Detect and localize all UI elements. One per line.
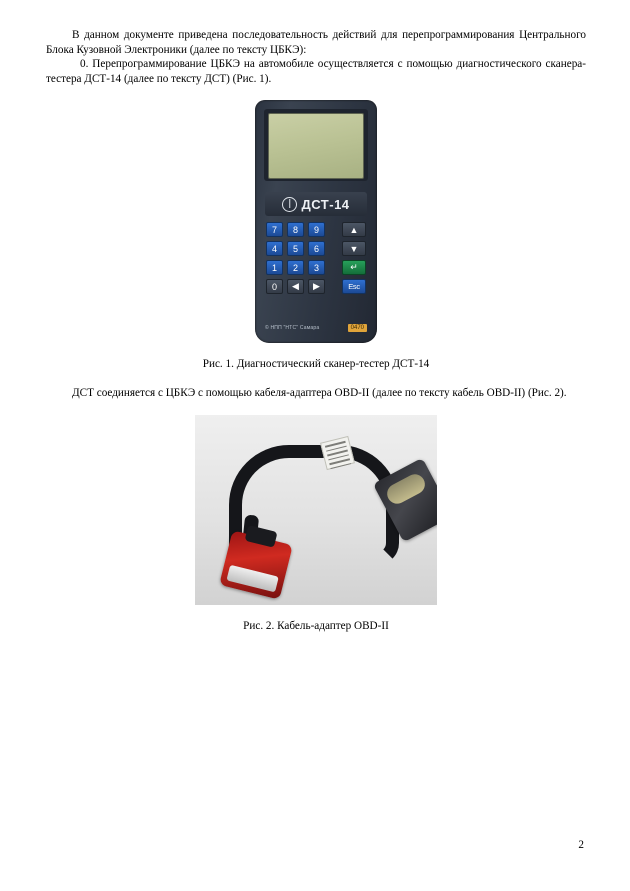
device-footer [265, 322, 367, 334]
figure-2-caption: Рис. 2. Кабель-адаптер OBD-II [243, 619, 389, 632]
figure-2 [46, 415, 586, 605]
dst-14-scanner-image [255, 100, 377, 343]
lada-logo-icon [282, 197, 297, 212]
key-2: 2 [287, 260, 304, 275]
paragraph-intro: В данном документе приведена последовательность действий для перепрограммирования Центрального Блока Кузовной Электроники (далее по тексту ЦБКЭ): [46, 29, 586, 56]
figure-1 [46, 100, 586, 343]
obd2-cable-image [195, 415, 437, 605]
paragraph-cable: ДСТ соединяется с ЦБКЭ с помощью кабеля-адаптера OBD-II (далее по тексту кабель OBD-II) (Рис. 2). [72, 386, 567, 399]
page-content [46, 28, 586, 633]
key-9: 9 [308, 222, 325, 237]
brand-label: ДСТ-14 [301, 196, 350, 212]
brand-plate [265, 192, 367, 216]
lcd-screen [268, 113, 364, 179]
key-esc: Esc [342, 279, 366, 294]
manufacturer-label: © НПП "НТС" Самара [265, 325, 320, 332]
key-enter-icon: ↵ [342, 260, 366, 275]
key-8: 8 [287, 222, 304, 237]
key-left-arrow-icon: ◀ [287, 279, 304, 294]
key-up-arrow-icon: ▲ [342, 222, 366, 237]
keypad-side-column [342, 222, 366, 298]
key-down-arrow-icon: ▼ [342, 241, 366, 256]
page-number: 2 [578, 839, 584, 851]
key-1: 1 [266, 260, 283, 275]
figure-1-caption: Рис. 1. Диагностический сканер-тестер ДСТ-14 [202, 358, 430, 371]
key-right-arrow-icon: ▶ [308, 279, 325, 294]
key-0: 0 [266, 279, 283, 294]
paragraph-step-0: 0. Перепрограммирование ЦБКЭ на автомобиле осуществляется с помощью диагностического сканера-тестера ДСТ-14 (далее по тексту ДСТ) (Рис. 1). [46, 58, 586, 85]
key-6: 6 [308, 241, 325, 256]
key-4: 4 [266, 241, 283, 256]
key-7: 7 [266, 222, 283, 237]
key-5: 5 [287, 241, 304, 256]
serial-badge: 0470 [348, 324, 367, 332]
key-3: 3 [308, 260, 325, 275]
